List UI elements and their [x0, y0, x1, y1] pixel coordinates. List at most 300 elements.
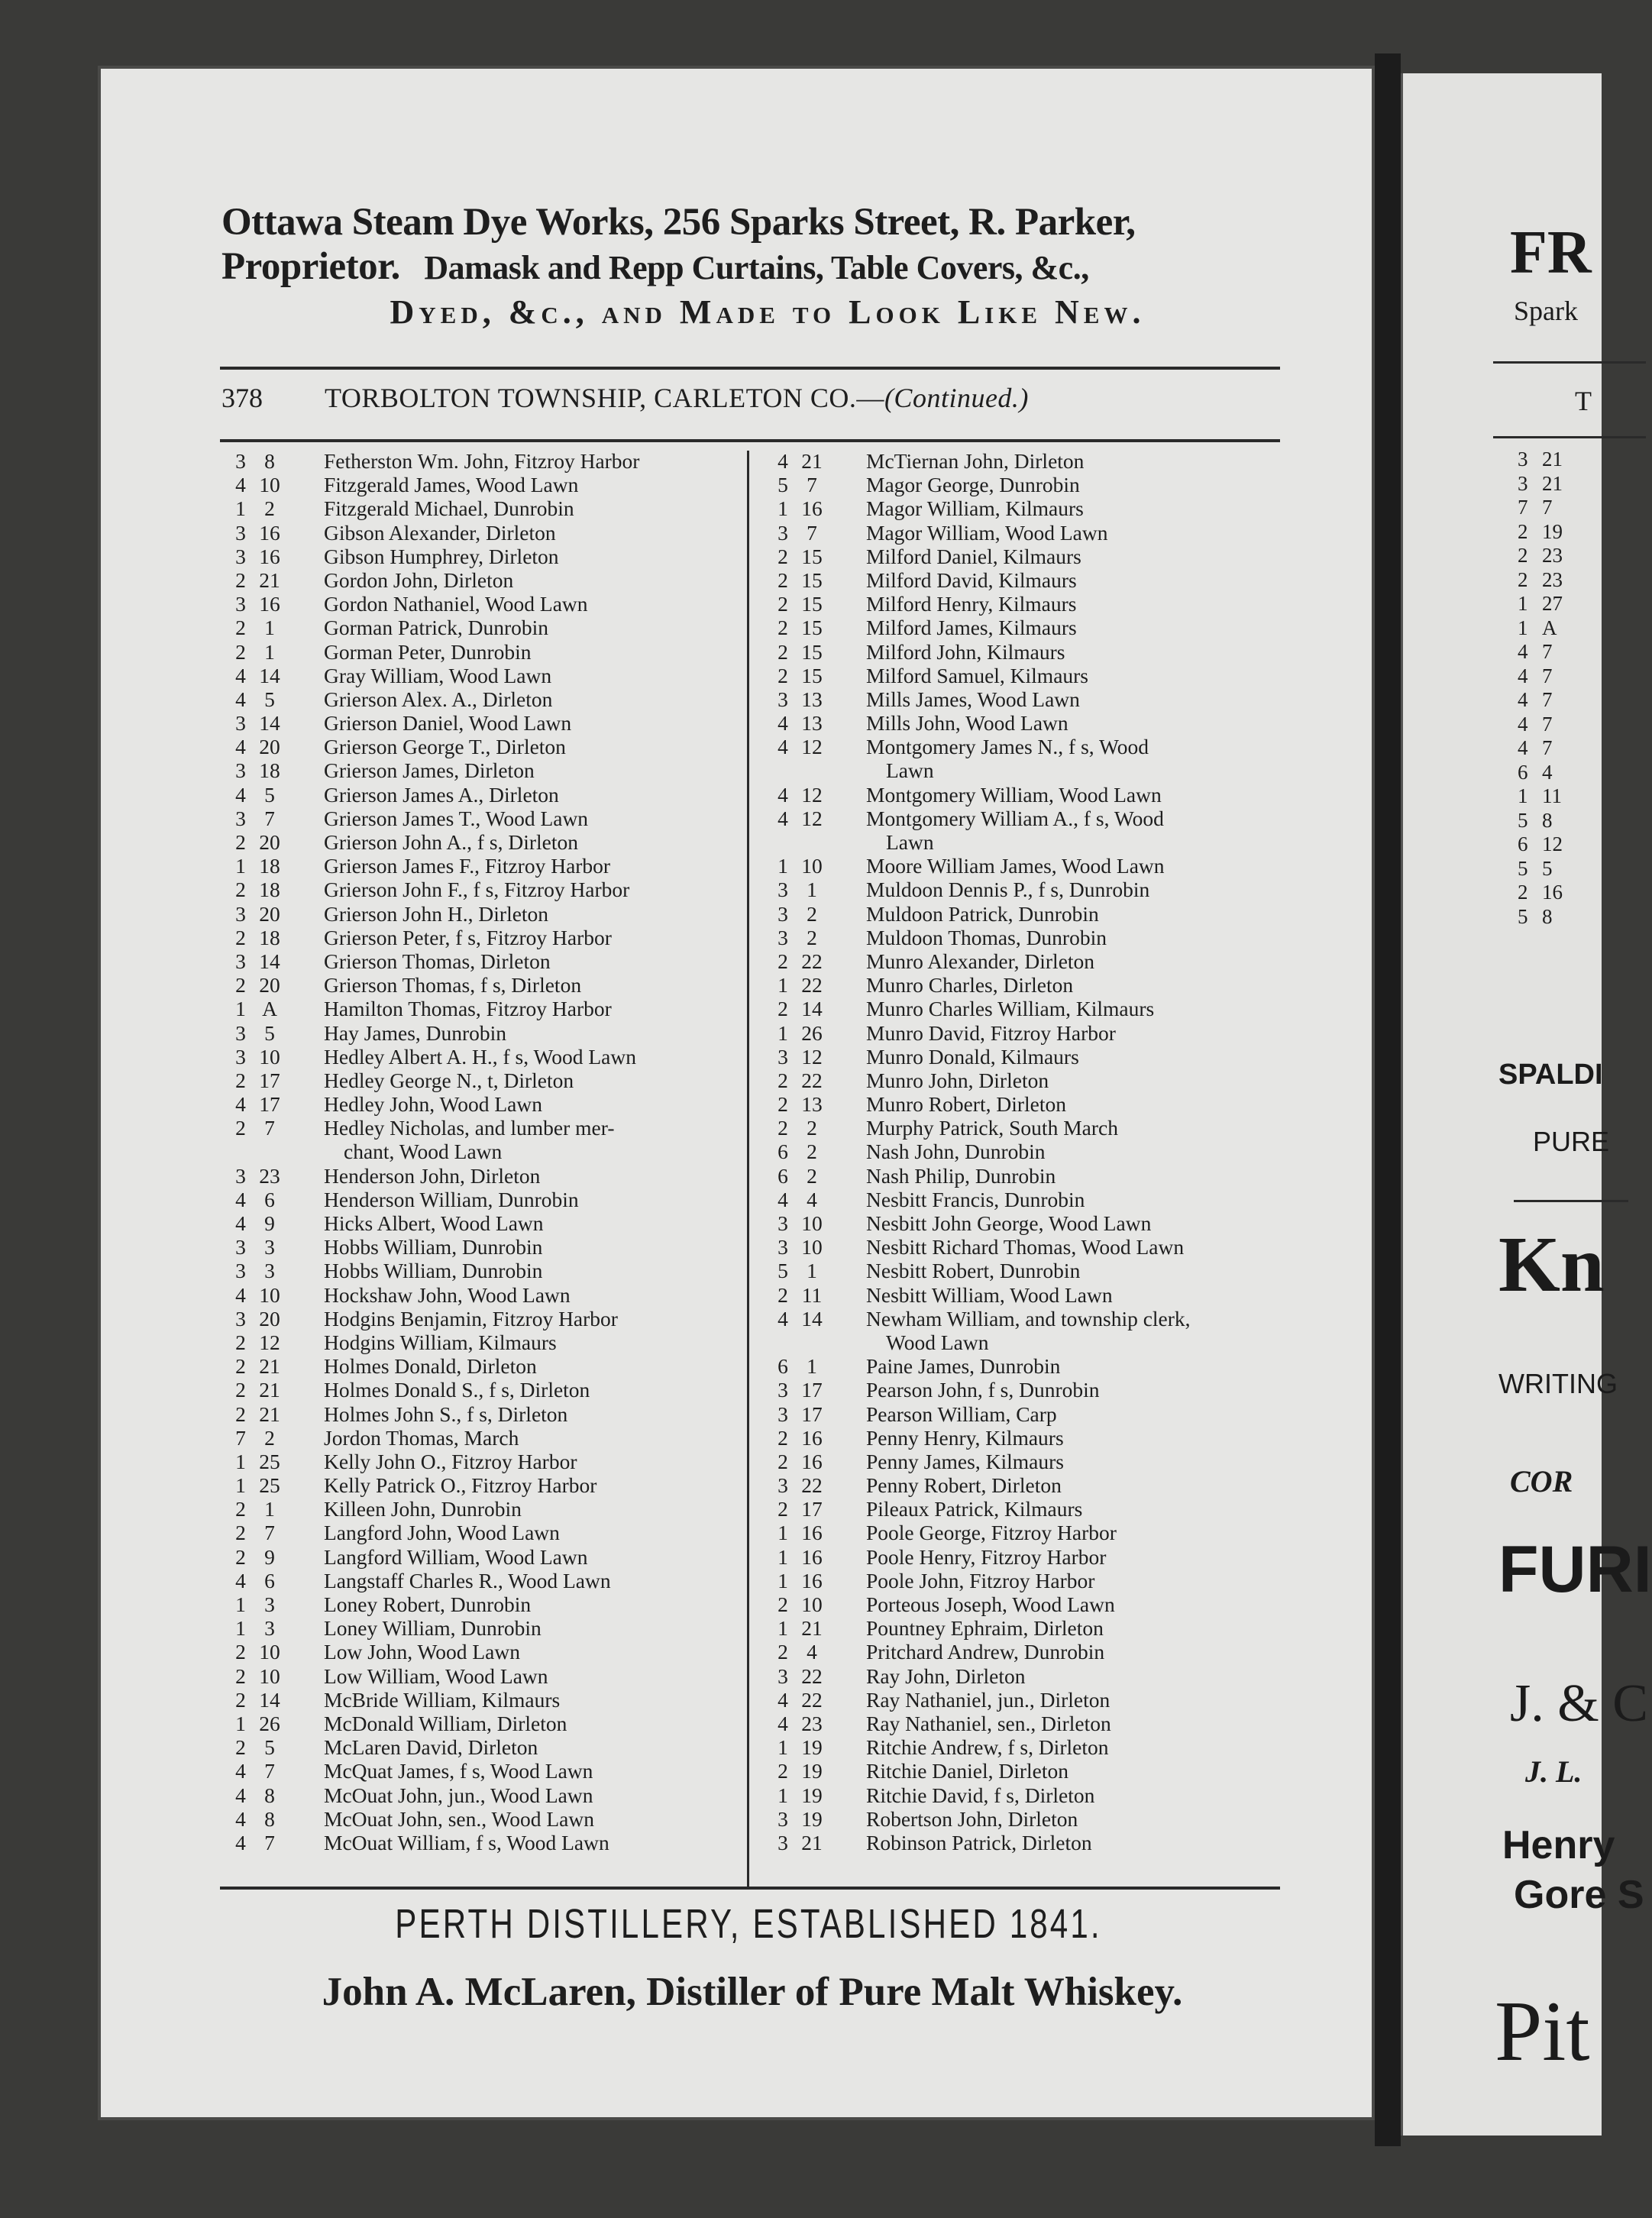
- lot-number: A: [262, 997, 277, 1021]
- resident-name: Hamilton Thomas, Fitzroy Harbor: [324, 997, 612, 1021]
- ad-top-line1: Ottawa Steam Dye Works, 256 Sparks Street, R. Parker,: [221, 201, 1136, 244]
- lot-number: 18: [259, 758, 280, 783]
- concession-number: 2: [235, 1521, 246, 1545]
- resident-name: Nesbitt Francis, Dunrobin: [866, 1187, 1085, 1211]
- concession-number: 1: [778, 1544, 788, 1569]
- concession-number: 3: [235, 520, 246, 545]
- lot-number: 22: [801, 1687, 823, 1712]
- lot-number: 8: [264, 449, 275, 473]
- concession-number: 4: [235, 735, 246, 759]
- concession-number: 4: [235, 473, 246, 497]
- facing-ad7: J. & C: [1510, 1674, 1648, 1733]
- facing-ad9: Henry: [1502, 1823, 1615, 1867]
- concession-number: 1: [235, 997, 246, 1021]
- facing-lot: 19: [1542, 519, 1563, 543]
- resident-name: Robinson Patrick, Dirleton: [866, 1830, 1092, 1854]
- facing-rule-2: [1493, 436, 1646, 438]
- concession-number: 2: [235, 1664, 246, 1688]
- directory-entry: [771, 1807, 1298, 1831]
- directory-entry: [771, 1140, 1298, 1163]
- concession-number: 1: [778, 1568, 788, 1592]
- concession-number: 7: [235, 1425, 246, 1450]
- lot-number: 5: [264, 687, 275, 711]
- resident-name: Milford Samuel, Kilmaurs: [866, 663, 1089, 687]
- resident-name: Ritchie David, f s, Dirleton: [866, 1783, 1095, 1807]
- directory-entry: [229, 664, 756, 687]
- directory-entry: [771, 687, 1298, 711]
- concession-number: 2: [235, 1735, 246, 1760]
- lot-number: 13: [801, 687, 823, 711]
- directory-entry: [771, 640, 1298, 664]
- directory-entry: [771, 758, 1298, 782]
- resident-name: Holmes Donald, Dirleton: [324, 1354, 537, 1379]
- resident-name: Milford John, Kilmaurs: [866, 639, 1065, 664]
- resident-name: Fetherston Wm. John, Fitzroy Harbor: [324, 449, 640, 473]
- directory-entry: [229, 1354, 756, 1378]
- resident-name: Langstaff Charles R., Wood Lawn: [324, 1568, 611, 1592]
- resident-name: Hedley George N., t, Dirleton: [324, 1068, 574, 1092]
- directory-entry: [771, 1378, 1298, 1402]
- resident-name: Ritchie Daniel, Dirleton: [866, 1759, 1068, 1783]
- resident-name: Magor William, Kilmaurs: [866, 496, 1084, 521]
- lot-number: 12: [801, 806, 823, 830]
- concession-number: 2: [778, 1068, 788, 1092]
- lot-number: 7: [264, 1830, 275, 1854]
- concession-number: 4: [778, 449, 788, 473]
- facing-lot: 8: [1542, 808, 1553, 832]
- directory-entry: [229, 449, 756, 473]
- concession-number: 1: [778, 973, 788, 997]
- directory-entry: [229, 1116, 756, 1140]
- directory-entry: [229, 1021, 756, 1045]
- concession-number: 1: [235, 1592, 246, 1616]
- lot-number: 5: [264, 1020, 275, 1045]
- facing-lot: 7: [1542, 736, 1553, 759]
- concession-number: 3: [778, 1664, 788, 1688]
- resident-name: Montgomery William, Wood Lawn: [866, 782, 1162, 807]
- directory-entry: [229, 1045, 756, 1069]
- lot-number: 6: [264, 1187, 275, 1211]
- lot-number: 3: [264, 1259, 275, 1283]
- lot-number: 2: [807, 925, 817, 949]
- resident-name: Loney William, Dunrobin: [324, 1616, 542, 1641]
- concession-number: 1: [235, 1473, 246, 1498]
- concession-number: 4: [235, 1783, 246, 1807]
- facing-concession: 2: [1518, 567, 1528, 591]
- directory-entry: [229, 878, 756, 901]
- lot-number: 26: [259, 1711, 280, 1735]
- lot-number: 21: [259, 567, 280, 592]
- resident-name: Hedley Nicholas, and lumber mer-: [324, 1116, 615, 1140]
- directory-entry: [771, 735, 1298, 758]
- resident-name: McOuat William, f s, Wood Lawn: [324, 1830, 609, 1854]
- resident-name: Muldoon Patrick, Dunrobin: [866, 901, 1099, 926]
- resident-name: Montgomery James N., f s, Wood: [866, 735, 1149, 759]
- concession-number: 3: [235, 949, 246, 973]
- directory-entry: [771, 926, 1298, 949]
- directory-entry: [229, 1545, 756, 1569]
- directory-entry: [229, 1378, 756, 1402]
- directory-entry: [771, 711, 1298, 735]
- lot-number: 21: [259, 1402, 280, 1426]
- facing-ad10: Gore S: [1514, 1873, 1644, 1917]
- lot-number: 12: [801, 1044, 823, 1069]
- lot-number: 20: [259, 1306, 280, 1330]
- lot-number: 8: [264, 1806, 275, 1831]
- resident-name: Milford David, Kilmaurs: [866, 567, 1077, 592]
- directory-entry: [771, 1069, 1298, 1092]
- resident-name: Pearson William, Carp: [866, 1402, 1057, 1426]
- directory-entry: [771, 496, 1298, 520]
- concession-number: 4: [235, 1211, 246, 1235]
- book-spine: [1375, 53, 1401, 2146]
- resident-name: Poole Henry, Fitzroy Harbor: [866, 1544, 1107, 1569]
- directory-entry: [229, 1450, 756, 1473]
- concession-number: 3: [235, 544, 246, 568]
- lot-number: 18: [259, 878, 280, 902]
- directory-entry: [771, 830, 1298, 854]
- concession-number: 4: [235, 1187, 246, 1211]
- lot-number: 12: [801, 735, 823, 759]
- resident-name: Pritchard Andrew, Dunrobin: [866, 1640, 1105, 1664]
- lot-number: 15: [801, 616, 823, 640]
- directory-entry: [771, 1116, 1298, 1140]
- lot-number: 1: [264, 1497, 275, 1521]
- lot-number: 2: [807, 1163, 817, 1188]
- lot-number: 22: [801, 1473, 823, 1498]
- resident-name: Milford James, Kilmaurs: [866, 616, 1077, 640]
- resident-name: Kelly Patrick O., Fitzroy Harbor: [324, 1473, 597, 1498]
- directory-entry: [771, 1092, 1298, 1116]
- concession-number: 3: [778, 1402, 788, 1426]
- concession-number: 6: [778, 1163, 788, 1188]
- resident-name: Hedley Albert A. H., f s, Wood Lawn: [324, 1044, 636, 1069]
- lot-number: 17: [259, 1092, 280, 1117]
- directory-entry: [229, 1092, 756, 1116]
- concession-number: 2: [778, 639, 788, 664]
- facing-lot: 8: [1542, 904, 1553, 928]
- resident-name: Loney Robert, Dunrobin: [324, 1592, 532, 1616]
- directory-entry: [771, 854, 1298, 878]
- resident-name: Fitzgerald James, Wood Lawn: [324, 473, 579, 497]
- concession-number: 2: [235, 1497, 246, 1521]
- facing-lot: 7: [1542, 640, 1553, 663]
- lot-number: 1: [807, 878, 817, 902]
- directory-entry: [771, 1450, 1298, 1473]
- resident-name: Gorman Peter, Dunrobin: [324, 639, 532, 664]
- concession-number: 1: [235, 1711, 246, 1735]
- lot-number: 10: [259, 1664, 280, 1688]
- lot-number: 25: [259, 1473, 280, 1498]
- lot-number: 19: [801, 1783, 823, 1807]
- facing-lot: 7: [1542, 712, 1553, 736]
- facing-lot: 23: [1542, 544, 1563, 567]
- directory-entry: [771, 1545, 1298, 1569]
- lot-number: 18: [259, 854, 280, 878]
- resident-name: Grierson George T., Dirleton: [324, 735, 566, 759]
- lot-number: 25: [259, 1449, 280, 1473]
- concession-number: 2: [778, 1592, 788, 1616]
- facing-concession: 5: [1518, 856, 1528, 880]
- directory-entry: [229, 1759, 756, 1783]
- facing-concession: 4: [1518, 640, 1528, 663]
- directory-entry: [229, 1330, 756, 1354]
- concession-number: 1: [778, 1521, 788, 1545]
- concession-number: 4: [235, 1092, 246, 1117]
- resident-name: Hobbs William, Dunrobin: [324, 1235, 543, 1259]
- resident-name: Muldoon Dennis P., f s, Dunrobin: [866, 878, 1150, 902]
- directory-entry: [771, 1664, 1298, 1688]
- directory-entry: [229, 521, 756, 545]
- resident-name: Gray William, Wood Lawn: [324, 663, 552, 687]
- lot-number: 13: [801, 1092, 823, 1117]
- lot-number: 22: [801, 1664, 823, 1688]
- concession-number: 3: [235, 1259, 246, 1283]
- directory-entry: [229, 1307, 756, 1330]
- directory-entry: [229, 1259, 756, 1282]
- directory-entry: [229, 1688, 756, 1712]
- directory-entry: [229, 1735, 756, 1759]
- resident-name: Henderson John, Dirleton: [324, 1163, 541, 1188]
- ad-top-line2: [221, 244, 1283, 290]
- concession-number: 1: [778, 496, 788, 521]
- concession-number: 3: [235, 758, 246, 783]
- directory-entry: [771, 521, 1298, 545]
- resident-name: Hodgins William, Kilmaurs: [324, 1330, 557, 1354]
- resident-name: Lawn: [886, 758, 934, 783]
- concession-number: 6: [778, 1354, 788, 1379]
- concession-number: 3: [778, 1378, 788, 1402]
- lot-number: 17: [801, 1378, 823, 1402]
- concession-number: 2: [778, 1759, 788, 1783]
- concession-number: 4: [235, 687, 246, 711]
- facing-ad1: SPALDI: [1498, 1059, 1603, 1091]
- resident-name: Nash Philip, Dunrobin: [866, 1163, 1056, 1188]
- concession-number: 1: [235, 854, 246, 878]
- resident-name: McQuat James, f s, Wood Lawn: [324, 1759, 593, 1783]
- directory-entry: [771, 1783, 1298, 1807]
- lot-number: 15: [801, 544, 823, 568]
- directory-entry: [771, 1735, 1298, 1759]
- concession-number: 4: [778, 711, 788, 736]
- lot-number: 1: [264, 616, 275, 640]
- lot-number: 16: [801, 496, 823, 521]
- directory-entry: [771, 1021, 1298, 1045]
- resident-name: Munro Charles, Dirleton: [866, 973, 1074, 997]
- resident-name: Munro David, Fitzroy Harbor: [866, 1020, 1116, 1045]
- concession-number: 2: [778, 592, 788, 616]
- directory-entry: [229, 997, 756, 1020]
- directory-entry: [771, 1354, 1298, 1378]
- resident-name: Hay James, Dunrobin: [324, 1020, 507, 1045]
- resident-name: Low William, Wood Lawn: [324, 1664, 548, 1688]
- lot-number: 13: [801, 711, 823, 736]
- directory-entry: [771, 1283, 1298, 1307]
- resident-name: Grierson John F., f s, Fitzroy Harbor: [324, 878, 630, 902]
- ad-top-proprietor: Proprietor.: [221, 245, 400, 288]
- lot-number: 2: [264, 496, 275, 521]
- resident-name: Grierson Alex. A., Dirleton: [324, 687, 553, 711]
- lot-number: 16: [801, 1425, 823, 1450]
- lot-number: 10: [259, 473, 280, 497]
- directory-entry: [771, 1688, 1298, 1712]
- directory-entry: [771, 783, 1298, 807]
- lot-number: 2: [807, 901, 817, 926]
- resident-name: McOuat John, sen., Wood Lawn: [324, 1806, 594, 1831]
- concession-number: 5: [778, 1259, 788, 1283]
- concession-number: 1: [235, 1449, 246, 1473]
- resident-name: Penny James, Kilmaurs: [866, 1449, 1064, 1473]
- facing-concession: 1: [1518, 592, 1528, 615]
- facing-concession: 3: [1518, 471, 1528, 495]
- lot-number: 7: [264, 1116, 275, 1140]
- directory-entry: [771, 664, 1298, 687]
- concession-number: 4: [778, 782, 788, 807]
- directory-entry: [771, 568, 1298, 592]
- lot-number: 9: [264, 1211, 275, 1235]
- page-title: [325, 382, 1029, 414]
- concession-number: 3: [778, 1473, 788, 1498]
- directory-entry: [771, 878, 1298, 901]
- facing-concession: 6: [1518, 760, 1528, 784]
- concession-number: 3: [235, 1044, 246, 1069]
- resident-name: Hobbs William, Dunrobin: [324, 1259, 543, 1283]
- concession-number: 2: [778, 1425, 788, 1450]
- facing-ad4: WRITING: [1498, 1368, 1618, 1399]
- resident-name: Penny Henry, Kilmaurs: [866, 1425, 1064, 1450]
- facing-concession: 2: [1518, 881, 1528, 904]
- lot-number: 20: [259, 830, 280, 854]
- facing-lot: 7: [1542, 664, 1553, 687]
- resident-name: Grierson James, Dirleton: [324, 758, 535, 783]
- resident-name: McTiernan John, Dirleton: [866, 449, 1085, 473]
- concession-number: 4: [235, 1830, 246, 1854]
- lot-number: 3: [264, 1592, 275, 1616]
- lot-number: 10: [259, 1282, 280, 1307]
- lot-number: 17: [801, 1497, 823, 1521]
- facing-lot: 16: [1542, 881, 1563, 904]
- facing-lot: A: [1542, 616, 1557, 639]
- directory-entry: [229, 854, 756, 878]
- concession-number: 2: [235, 1116, 246, 1140]
- directory-entry: [229, 1712, 756, 1735]
- lot-number: 22: [801, 973, 823, 997]
- resident-name: Milford Daniel, Kilmaurs: [866, 544, 1081, 568]
- lot-number: 15: [801, 663, 823, 687]
- concession-number: 2: [235, 567, 246, 592]
- lot-number: 22: [801, 949, 823, 973]
- resident-name: McBride William, Kilmaurs: [324, 1687, 561, 1712]
- resident-name: Ray Nathaniel, sen., Dirleton: [866, 1711, 1111, 1735]
- resident-name: Grierson John A., f s, Dirleton: [324, 830, 579, 854]
- lot-number: 16: [801, 1521, 823, 1545]
- directory-entry: [229, 1569, 756, 1592]
- directory-entry: [771, 1521, 1298, 1544]
- concession-number: 1: [778, 1616, 788, 1641]
- concession-number: 3: [235, 1020, 246, 1045]
- directory-entry: [229, 1069, 756, 1092]
- directory-entry: [229, 1592, 756, 1616]
- concession-number: 2: [778, 1282, 788, 1307]
- resident-name: Milford Henry, Kilmaurs: [866, 592, 1077, 616]
- resident-name: Pearson John, f s, Dunrobin: [866, 1378, 1100, 1402]
- directory-entry: [229, 1616, 756, 1640]
- resident-name: Newham William, and township clerk,: [866, 1306, 1191, 1330]
- concession-number: 3: [778, 878, 788, 902]
- page-title-text: TORBOLTON TOWNSHIP, CARLETON CO.—: [325, 383, 884, 413]
- directory-entry: [229, 949, 756, 973]
- lot-number: 6: [264, 1568, 275, 1592]
- concession-number: 2: [778, 544, 788, 568]
- resident-name: Porteous Joseph, Wood Lawn: [866, 1592, 1115, 1616]
- resident-name: Langford William, Wood Lawn: [324, 1544, 588, 1569]
- concession-number: 1: [235, 496, 246, 521]
- concession-number: 2: [235, 1544, 246, 1569]
- resident-name: Jordon Thomas, March: [324, 1425, 519, 1450]
- lot-number: 18: [259, 925, 280, 949]
- resident-name: Munro Donald, Kilmaurs: [866, 1044, 1079, 1069]
- concession-number: 3: [235, 449, 246, 473]
- resident-name: Ray John, Dirleton: [866, 1664, 1026, 1688]
- resident-name: Langford John, Wood Lawn: [324, 1521, 560, 1545]
- resident-name: Nesbitt William, Wood Lawn: [866, 1282, 1113, 1307]
- resident-name: Poole George, Fitzroy Harbor: [866, 1521, 1117, 1545]
- directory-entry: [771, 973, 1298, 997]
- footer-rule: [220, 1887, 1280, 1890]
- directory-entry: [771, 545, 1298, 568]
- resident-name: Grierson Thomas, Dirleton: [324, 949, 551, 973]
- directory-entry: [229, 1211, 756, 1235]
- facing-lot: 5: [1542, 856, 1553, 880]
- resident-name: Gordon John, Dirleton: [324, 567, 514, 592]
- concession-number: 3: [778, 1235, 788, 1259]
- ad-bottom-line1: PERTH DISTILLERY, ESTABLISHED 1841.: [395, 1901, 1102, 1947]
- resident-name: Robertson John, Dirleton: [866, 1806, 1078, 1831]
- concession-number: 1: [778, 1783, 788, 1807]
- concession-number: 2: [235, 1068, 246, 1092]
- directory-entry: [771, 1164, 1298, 1188]
- facing-concession: 5: [1518, 808, 1528, 832]
- directory-entry: [771, 473, 1298, 496]
- left-column: [229, 449, 756, 1854]
- lot-number: 14: [259, 949, 280, 973]
- concession-number: 2: [778, 997, 788, 1021]
- facing-concession: 6: [1518, 833, 1528, 855]
- directory-entry: [229, 545, 756, 568]
- concession-number: 4: [235, 1759, 246, 1783]
- concession-number: 2: [778, 1116, 788, 1140]
- concession-number: 2: [235, 1402, 246, 1426]
- concession-number: 2: [235, 973, 246, 997]
- resident-name: McDonald William, Dirleton: [324, 1711, 567, 1735]
- resident-name: Grierson Peter, f s, Fitzroy Harbor: [324, 925, 612, 949]
- resident-name: Hodgins Benjamin, Fitzroy Harbor: [324, 1306, 618, 1330]
- right-column: [771, 449, 1298, 1854]
- lot-number: 20: [259, 735, 280, 759]
- directory-entry: [229, 973, 756, 997]
- facing-page: [1401, 73, 1652, 2136]
- concession-number: 4: [235, 1806, 246, 1831]
- facing-lot: 27: [1542, 592, 1563, 615]
- concession-number: 2: [778, 663, 788, 687]
- concession-number: 1: [778, 854, 788, 878]
- directory-entry: [229, 496, 756, 520]
- lot-number: 14: [259, 711, 280, 736]
- resident-name: Henderson William, Dunrobin: [324, 1187, 579, 1211]
- resident-name: Nash John, Dunrobin: [866, 1140, 1046, 1164]
- concession-number: 3: [778, 1211, 788, 1235]
- lot-number: 17: [259, 1068, 280, 1092]
